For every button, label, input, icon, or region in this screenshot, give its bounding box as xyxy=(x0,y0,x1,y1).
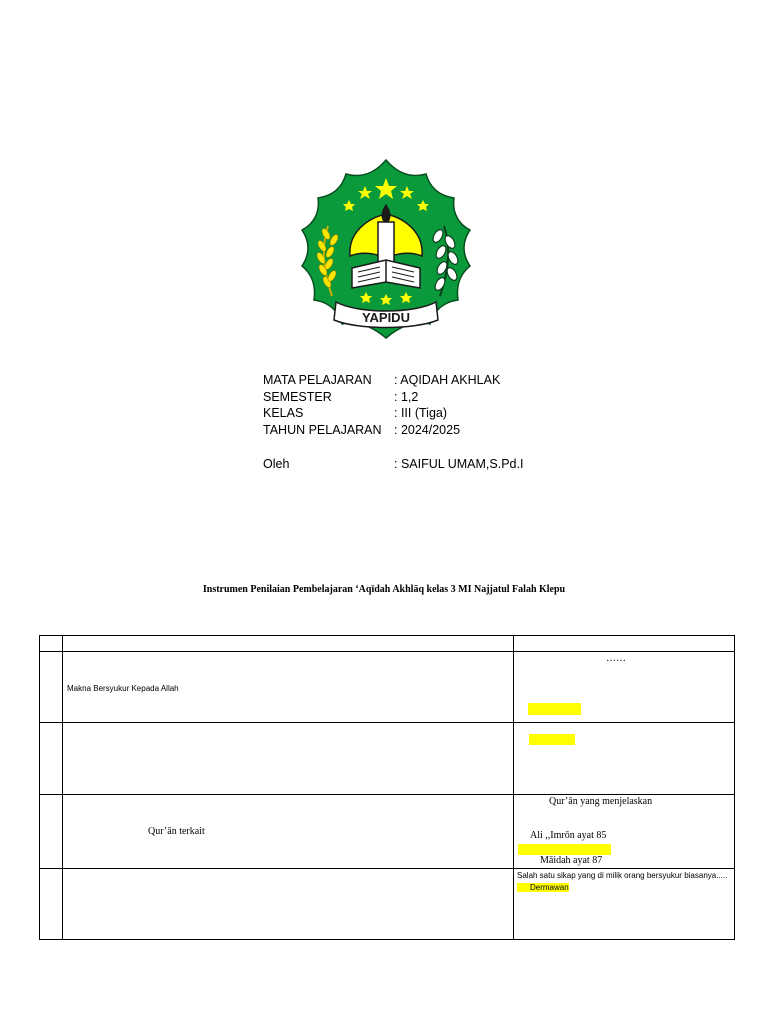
row-4-question: Salah satu sikap yang di milik orang bersyukur biasanya..... xyxy=(517,871,728,880)
table-cell xyxy=(514,636,735,652)
info-value: : III (Tiga) xyxy=(394,406,448,420)
row-4-answer: Dermawan xyxy=(517,883,569,892)
table-cell xyxy=(63,723,514,795)
info-value: : 1,2 xyxy=(394,390,419,404)
info-value: : AQIDAH AKHLAK xyxy=(394,373,501,387)
info-value: : 2024/2025 xyxy=(394,423,461,437)
info-value: : SAIFUL UMAM,S.Pd.I xyxy=(394,457,524,471)
table-cell xyxy=(514,652,735,723)
yapidu-logo xyxy=(288,156,484,342)
document-title: Instrumen Penilaian Pembelajaran ‘Aqīdah Akhlāq kelas 3 MI Najjatul Falah Klepu xyxy=(202,584,566,595)
table-cell xyxy=(63,869,514,940)
highlight-mark xyxy=(528,703,581,715)
row-3-question: Qur’ān yang menjelaskan xyxy=(549,796,653,807)
info-label: KELAS xyxy=(263,406,304,420)
row-3-topic: Qur’ān terkait xyxy=(148,826,205,837)
table-cell xyxy=(40,723,63,795)
table-cell xyxy=(40,636,63,652)
table-cell xyxy=(40,652,63,723)
info-label: SEMESTER xyxy=(263,390,332,404)
table-cell xyxy=(40,795,63,869)
highlight-mark xyxy=(529,734,575,745)
table-cell xyxy=(63,652,514,723)
table-cell xyxy=(63,636,514,652)
table-row xyxy=(40,795,735,869)
assessment-table xyxy=(39,635,735,940)
table-header-row xyxy=(40,636,735,652)
row-3-answer-1: Ali ,,Imrōn ayat 85 xyxy=(530,830,607,841)
info-label: MATA PELAJARAN xyxy=(263,373,372,387)
table-cell xyxy=(514,795,735,869)
row-3-answer-2: Māidah ayat 87 xyxy=(540,855,603,866)
table-cell xyxy=(514,869,735,940)
table-cell xyxy=(40,869,63,940)
table-cell xyxy=(63,795,514,869)
info-label: TAHUN PELAJARAN xyxy=(263,423,382,437)
table-row xyxy=(40,652,735,723)
row-1-topic: Makna Bersyukur Kepada Allah xyxy=(67,684,179,693)
info-label: Oleh xyxy=(263,457,290,471)
table-row xyxy=(40,723,735,795)
table-row xyxy=(40,869,735,940)
row-1-ellipsis: …… xyxy=(606,653,626,664)
table-cell xyxy=(514,723,735,795)
logo-ribbon-text: YAPIDU xyxy=(362,310,410,325)
highlight-mark xyxy=(518,844,611,855)
